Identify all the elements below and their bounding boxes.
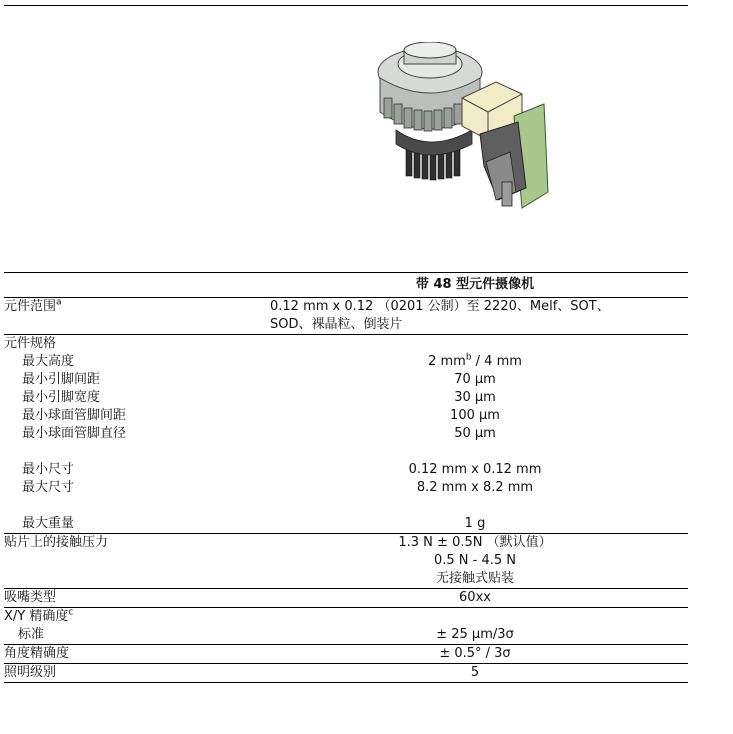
spec-table <box>4 272 688 683</box>
row-label <box>4 608 262 645</box>
spacer <box>262 443 688 461</box>
table-row <box>4 534 688 589</box>
table-row <box>4 589 688 608</box>
row-label: 照明级别 <box>4 664 262 683</box>
sub-label: 最小尺寸 <box>22 462 75 477</box>
sub-label: 最小引脚间距 <box>22 372 101 387</box>
row-label: 贴片上的接触压力 <box>4 534 262 589</box>
row-value <box>262 298 688 335</box>
sub-label: 最大重量 <box>22 516 75 531</box>
table-row <box>4 298 688 335</box>
footnote-mark: c <box>68 607 74 618</box>
sub-label: 最小球面管脚直径 <box>22 426 127 441</box>
label-text: X/Y 精确度 <box>4 609 69 624</box>
sub-label: 最大高度 <box>22 354 75 369</box>
value-line: ± 25 µm/3σ <box>436 627 514 642</box>
value-line <box>262 353 688 371</box>
value-line: 100 µm <box>450 408 500 423</box>
row-value <box>262 534 688 589</box>
header-empty-cell <box>4 273 262 298</box>
row-label <box>4 335 262 534</box>
value-line: 无接触式贴装 <box>435 571 514 586</box>
spacer <box>4 497 262 515</box>
value-line: 50 µm <box>454 426 496 441</box>
sub-label: 标准 <box>18 627 45 642</box>
footnote-mark: a <box>56 297 62 308</box>
value-line: 1 g <box>464 516 486 531</box>
row-label: 吸嘴类型 <box>4 589 262 608</box>
value-line: 1.3 N ± 0.5N （默认值） <box>398 535 552 550</box>
header-title: 带 48 型元件摄像机 <box>262 273 688 298</box>
value-line: 0.12 mm x 0.12 （0201 公制）至 2220、Melf、SOT、 <box>270 299 610 314</box>
value-text: / 4 mm <box>471 354 522 369</box>
row-label: 角度精确度 <box>4 645 262 664</box>
sub-label: 最小球面管脚间距 <box>22 408 127 423</box>
row-value <box>262 335 688 534</box>
value-line: SOD、裸晶粒、倒装片 <box>270 317 403 332</box>
row-value: 5 <box>262 664 688 683</box>
table-row <box>4 664 688 683</box>
value-text: 2 mm <box>428 354 466 369</box>
table-row <box>4 335 688 534</box>
value-line: 70 µm <box>454 372 496 387</box>
spacer <box>4 443 262 461</box>
row-value: ± 0.5° / 3σ <box>262 645 688 664</box>
row-label <box>4 298 262 335</box>
row-value: 60xx <box>262 589 688 608</box>
value-line: 0.12 mm x 0.12 mm <box>408 462 542 477</box>
table-row <box>4 608 688 645</box>
table-row <box>4 645 688 664</box>
footnote-mark: b <box>465 352 472 363</box>
table-header-row <box>4 273 688 298</box>
row-value <box>262 608 688 645</box>
sub-label: 最大尺寸 <box>22 480 75 495</box>
top-rule <box>4 5 688 6</box>
spacer <box>262 497 688 515</box>
label-text: 元件规格 <box>4 336 57 351</box>
value-line: 0.5 N - 4.5 N <box>433 553 517 568</box>
label-spacer <box>262 335 688 353</box>
sub-label: 最小引脚宽度 <box>22 390 101 405</box>
placement-head-illustration <box>376 42 552 212</box>
value-line: 8.2 mm x 8.2 mm <box>416 480 534 495</box>
label-spacer <box>262 608 688 626</box>
label-text: 元件范围 <box>4 299 57 314</box>
value-line: 30 µm <box>454 390 496 405</box>
